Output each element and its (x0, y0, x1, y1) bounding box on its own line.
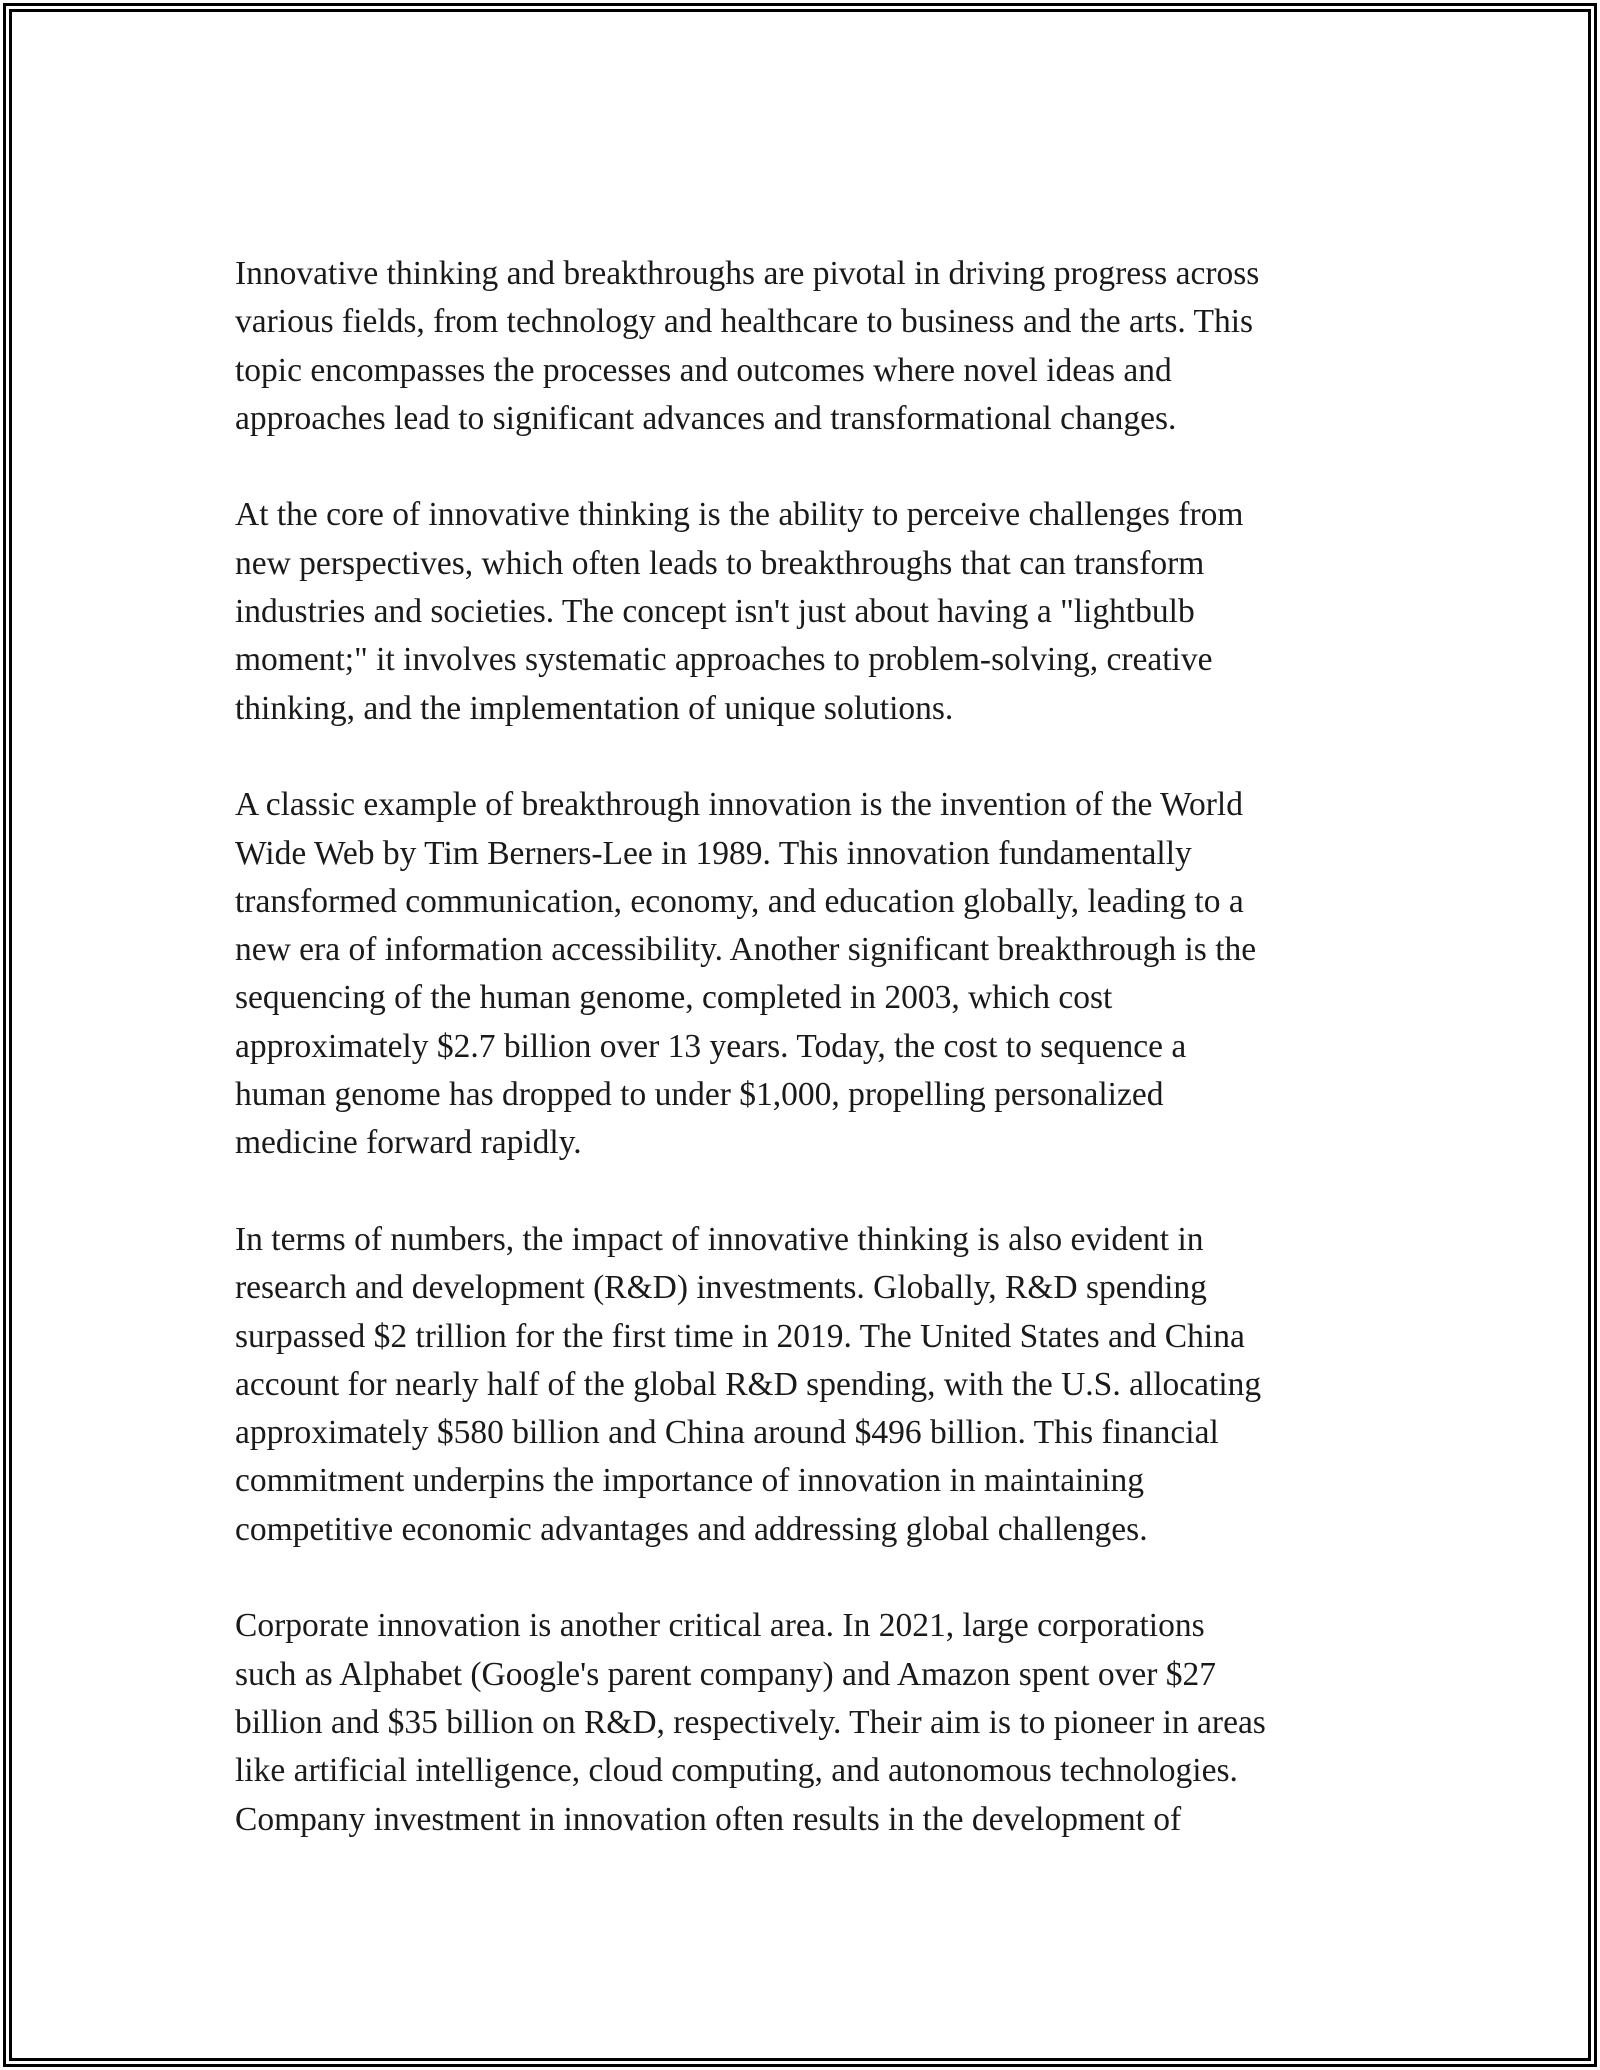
paragraph-4: In terms of numbers, the impact of innovative thinking is also evident in research and development (R&D) investments. Globally, R&D spending surpassed $2 trillion for the first time in 2019. The United States and China account for nearly half of the global R&D spending, with the U.S. allocating approximately $580 billion and China around $496 billion. This financial commitment underpins the importance of innovation in maintaining competitive economic advantages and addressing global challenges. (235, 1220, 1262, 1548)
paragraph-5: Corporate innovation is another critical area. In 2021, large corporations such as Alphabet (Google's parent company) and Amazon spent over $27 billion and $35 billion on R&D, respectively. Their aim is to pioneer in areas like artificial intelligence, cloud computing, and autonomous technologies. Company investment in innovation often results in the development of (235, 1607, 1266, 1838)
paragraph-1: Innovative thinking and breakthroughs are pivotal in driving progress across various fields, from technology and healthcare to business and the arts. This topic encompasses the processes and outcomes where novel ideas and approaches lead to significant advances and transformational changes. (235, 255, 1260, 437)
paragraph-3: A classic example of breakthrough innovation is the invention of the World Wide Web by Tim Berners-Lee in 1989. This innovation fundamentally transformed communication, economy, and education globally, leading to a new era of information accessibility. Another significant breakthrough is the sequencing of the human genome, completed in 2003, which cost approximately $2.7 billion over 13 years. Today, the cost to sequence a human genome has dropped to under $1,000, propelling personalized medicine forward rapidly. (235, 786, 1257, 1162)
paragraph-2: At the core of innovative thinking is the ability to perceive challenges from new perspectives, which often leads to breakthroughs that can transform industries and societies. The concept isn't just about having a "lightbulb moment;" it involves systematic approaches to problem-solving, creative thinking, and the implementation of unique solutions. (235, 496, 1244, 727)
document-body (235, 250, 1385, 1892)
